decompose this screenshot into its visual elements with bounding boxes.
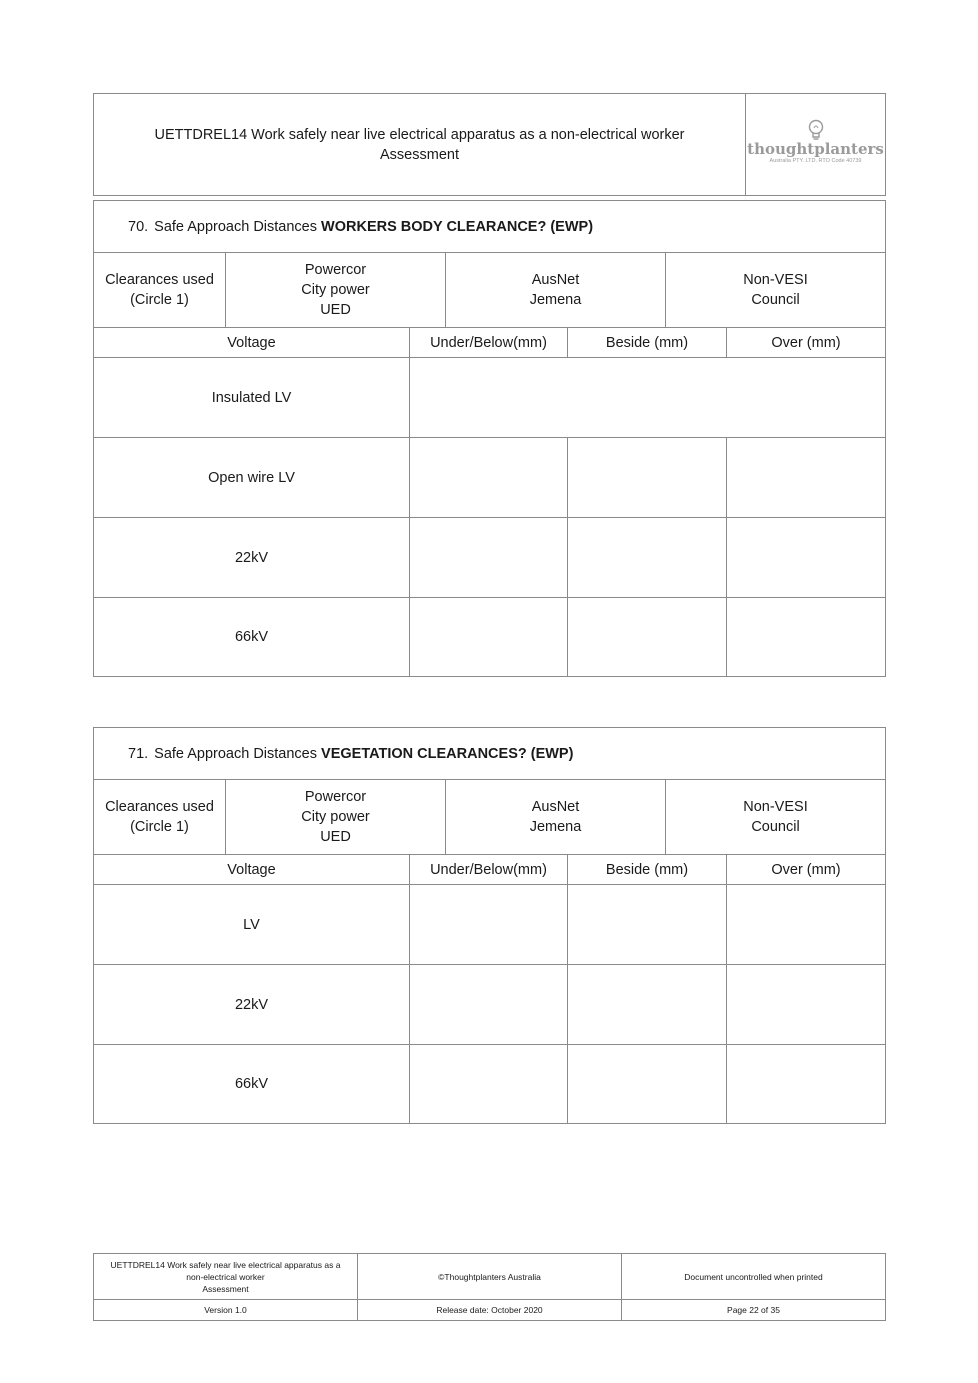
q70-option-powercor[interactable]: Powercor City power UED [225, 252, 446, 328]
footer-doc-title: UETTDREL14 Work safely near live electrical apparatus as a non-electrical worker Assessment [93, 1253, 358, 1300]
q70-number: 70. [128, 218, 149, 235]
q71-option-powercor[interactable]: Powercor City power UED [225, 779, 446, 855]
footer-version: Version 1.0 [93, 1299, 358, 1321]
q71-row-label: LV [93, 884, 410, 965]
footer-page-number: Page 22 of 35 [621, 1299, 886, 1321]
q71-answer-beside[interactable] [567, 884, 727, 965]
q71-answer-under[interactable] [409, 884, 568, 965]
q70-clearances-label: Clearances used (Circle 1) [93, 252, 226, 328]
footer-uncontrolled: Document uncontrolled when printed [621, 1253, 886, 1300]
q71-col-under: Under/Below(mm) [409, 854, 568, 885]
q70-answer-insulated-lv[interactable] [409, 357, 886, 438]
q71-row-label: 22kV [93, 964, 410, 1045]
q70-col-under: Under/Below(mm) [409, 327, 568, 358]
q70-answer-beside[interactable] [567, 517, 727, 598]
q71-bold: VEGETATION CLEARANCES? (EWP) [321, 745, 574, 762]
q70-answer-beside[interactable] [567, 597, 727, 677]
q70-answer-beside[interactable] [567, 437, 727, 518]
q70-option-nonvesi[interactable]: Non-VESI Council [665, 252, 886, 328]
q71-answer-beside[interactable] [567, 1044, 727, 1124]
q70-answer-under[interactable] [409, 437, 568, 518]
q70-row-label: 22kV [93, 517, 410, 598]
q71-row-label: 66kV [93, 1044, 410, 1124]
q70-answer-over[interactable] [726, 517, 886, 598]
lightbulb-icon [807, 119, 825, 141]
q70-row-label: Open wire LV [93, 437, 410, 518]
q71-answer-beside[interactable] [567, 964, 727, 1045]
q71-answer-over[interactable] [726, 884, 886, 965]
q70-row-label: 66kV [93, 597, 410, 677]
footer-release-date: Release date: October 2020 [357, 1299, 622, 1321]
logo-wordmark: thoughtplanters [747, 140, 884, 158]
q70-row-label: Insulated LV [93, 357, 410, 438]
q71-answer-over[interactable] [726, 1044, 886, 1124]
q71-answer-over[interactable] [726, 964, 886, 1045]
q70-answer-over[interactable] [726, 437, 886, 518]
q70-prefix: Safe Approach Distances [154, 218, 322, 235]
q71-option-nonvesi[interactable]: Non-VESI Council [665, 779, 886, 855]
q71-col-voltage: Voltage [93, 854, 410, 885]
q71-answer-under[interactable] [409, 1044, 568, 1124]
q70-col-beside: Beside (mm) [567, 327, 727, 358]
q71-prefix: Safe Approach Distances [154, 745, 322, 762]
q71-title-cell [93, 727, 886, 780]
logo-subtitle: Australia PTY. LTD. RTO Code 40739 [769, 158, 862, 164]
q71-answer-under[interactable] [409, 964, 568, 1045]
q70-col-over: Over (mm) [726, 327, 886, 358]
q70-col-voltage: Voltage [93, 327, 410, 358]
q71-option-ausnet[interactable]: AusNet Jemena [445, 779, 666, 855]
header-title: UETTDREL14 Work safely near live electrical apparatus as a non-electrical worker Assessment [154, 126, 685, 163]
logo [746, 112, 885, 172]
q70-question-text [154, 217, 593, 237]
q71-question-text [154, 744, 573, 764]
q70-answer-under[interactable] [409, 597, 568, 677]
footer-copyright: ©Thoughtplanters Australia [357, 1253, 622, 1300]
q71-col-beside: Beside (mm) [567, 854, 727, 885]
q70-answer-under[interactable] [409, 517, 568, 598]
q70-answer-over[interactable] [726, 597, 886, 677]
q71-number: 71. [128, 745, 149, 762]
q70-bold: WORKERS BODY CLEARANCE? (EWP) [321, 218, 594, 235]
q71-clearances-label: Clearances used (Circle 1) [93, 779, 226, 855]
q71-col-over: Over (mm) [726, 854, 886, 885]
q70-option-ausnet[interactable]: AusNet Jemena [445, 252, 666, 328]
q70-title-cell [93, 200, 886, 253]
